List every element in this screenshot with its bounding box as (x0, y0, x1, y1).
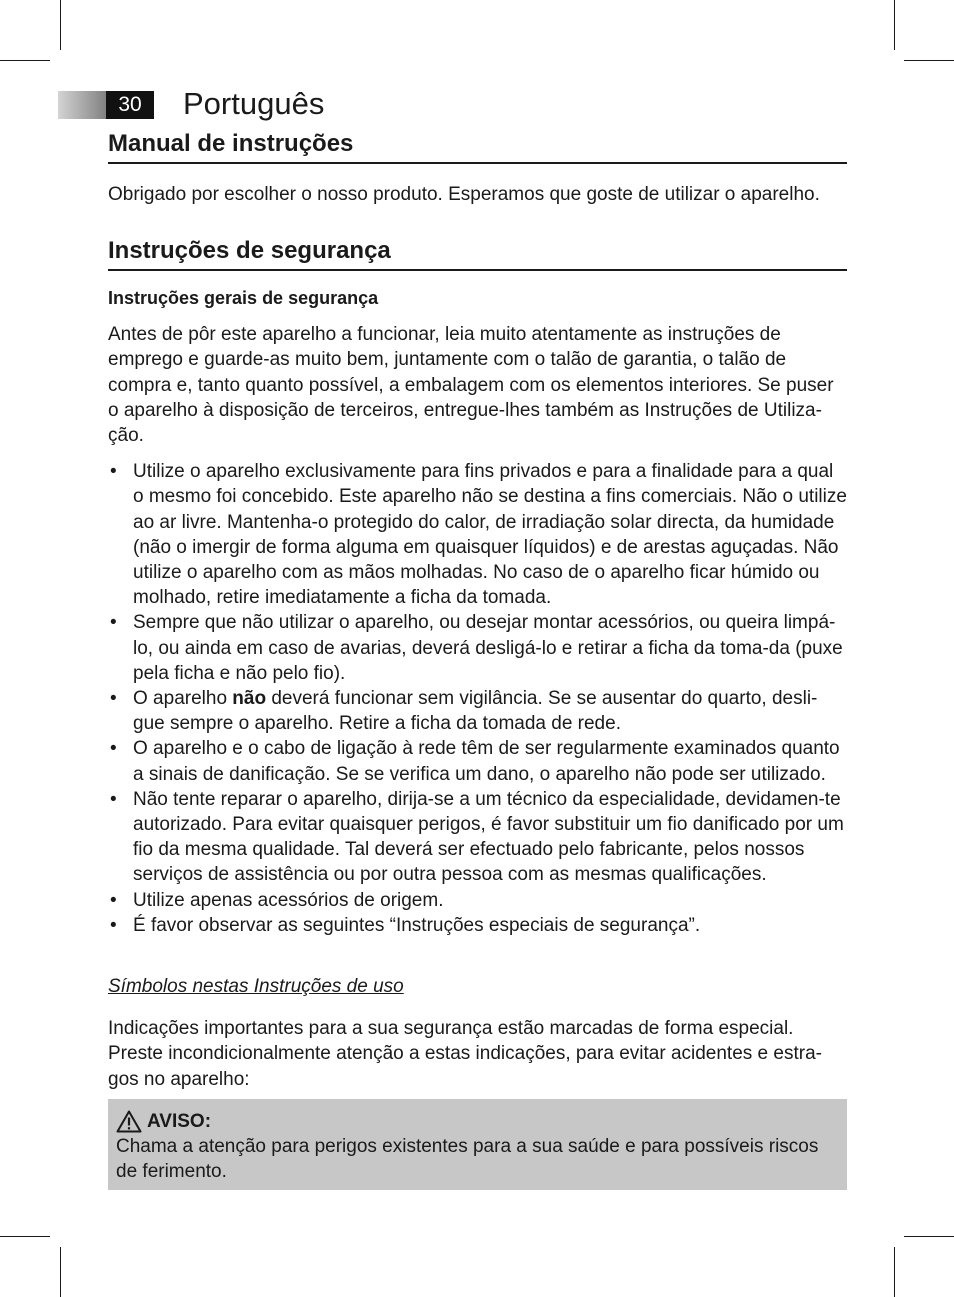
warning-label: AVISO: (147, 1110, 212, 1132)
crop-mark (904, 60, 954, 61)
warning-text: Chama a atenção para perigos existentes para a sua saúde e para possíveis riscos de ferimento. (116, 1135, 819, 1182)
list-item (108, 888, 847, 913)
list-item-text: O aparelho e o cabo de ligação à rede têm de ser regularmente examinados quanto a sinais de danificação. Se se verifica um dano, o aparelho não pode ser utilizado. (133, 738, 840, 785)
list-item-text-before: O aparelho (133, 688, 233, 710)
symbols-title: Símbolos nestas Instruções de uso (108, 976, 404, 998)
list-item (108, 787, 847, 888)
list-item (108, 459, 847, 610)
warning-box (108, 1099, 847, 1190)
warning-heading (116, 1110, 839, 1134)
safety-subtitle: Instruções gerais de segurança (108, 288, 379, 309)
language-title: Português (183, 86, 325, 121)
intro-text: Obrigado por escolher o nosso produto. Esperamos que goste de utilizar o aparelho. (108, 184, 820, 205)
safety-paragraph: Antes de pôr este aparelho a funcionar, leia muito atentamente as instruções de emprego e guarde-as muito bem, juntamente com o talão de garantia, o talão de compra e, tanto quanto possível, a embalagem com os elementos interiores. Se puser o aparelho à disposição de terceiros, entregue-lhes também as Instruções de Utiliza-ção. (108, 324, 834, 447)
bullet-marker: • (110, 914, 117, 936)
safety-title: Instruções de segurança (108, 235, 847, 271)
list-item-text: É favor observar as seguintes “Instruções especiais de segurança”. (133, 914, 701, 936)
bullet-marker: • (110, 688, 117, 710)
list-item (108, 913, 847, 938)
list-item-text-after: deverá funcionar sem vigilância. Se se ausentar do quarto, desli-gue sempre o aparelho. Retire a ficha da tomada de rede. (133, 688, 818, 735)
list-item (108, 736, 847, 786)
page-content (108, 128, 847, 1190)
list-item-text: Não tente reparar o aparelho, dirija-se a um técnico da especialidade, devidamen-te autorizado. Para evitar quaisquer perigos, é favor substituir um fio danificado por um fio da mesma qualidade. Tal deverá ser efectuado pelo fabricante, pelos nossos serviços de assistência ou por outra pessoa com as mesmas qualificações. (133, 788, 844, 886)
crop-mark (0, 60, 50, 61)
crop-mark (60, 0, 61, 50)
warning-triangle-icon (116, 1110, 142, 1133)
list-item-text: Utilize apenas acessórios de origem. (133, 889, 444, 911)
page-number: 30 (106, 91, 154, 119)
safety-bullet-list (108, 459, 847, 938)
list-item (108, 686, 847, 736)
bullet-marker: • (110, 788, 117, 810)
crop-mark (894, 0, 895, 50)
bullet-marker: • (110, 461, 117, 483)
bullet-marker: • (110, 612, 117, 634)
manual-title: Manual de instruções (108, 128, 847, 164)
crop-mark (904, 1236, 954, 1237)
list-item (108, 610, 847, 686)
symbols-paragraph: Indicações importantes para a sua segurança estão marcadas de forma especial. Preste incondicionalmente atenção a estas indicações, para evitar acidentes e estra-gos no aparelho: (108, 1018, 822, 1090)
bullet-marker: • (110, 738, 117, 760)
crop-mark (60, 1247, 61, 1297)
list-item-text: Sempre que não utilizar o aparelho, ou desejar montar acessórios, ou queira limpá-lo, ou ainda em caso de avarias, deverá desligá-lo e retirar a ficha da toma-da (puxe pela ficha e não pelo fio). (133, 612, 843, 684)
crop-mark (894, 1247, 895, 1297)
crop-mark (0, 1236, 50, 1237)
list-item-text: Utilize o aparelho exclusivamente para fins privados e para a finalidade para a qual o mesmo foi concebido. Este aparelho não se destina a fins comerciais. Não o utilize ao ar livre. Mantenha-o protegido do calor, de irradiação solar directa, da humidade (não o imergir de forma alguma em quaisquer líquidos) e de arestas aguçadas. Não utilize o aparelho com as mãos molhadas. No caso de o aparelho ficar húmido ou molhado, retire imediatamente a ficha da tomada. (133, 461, 847, 609)
list-item-emphasis: não (232, 688, 267, 710)
bullet-marker: • (110, 889, 117, 911)
